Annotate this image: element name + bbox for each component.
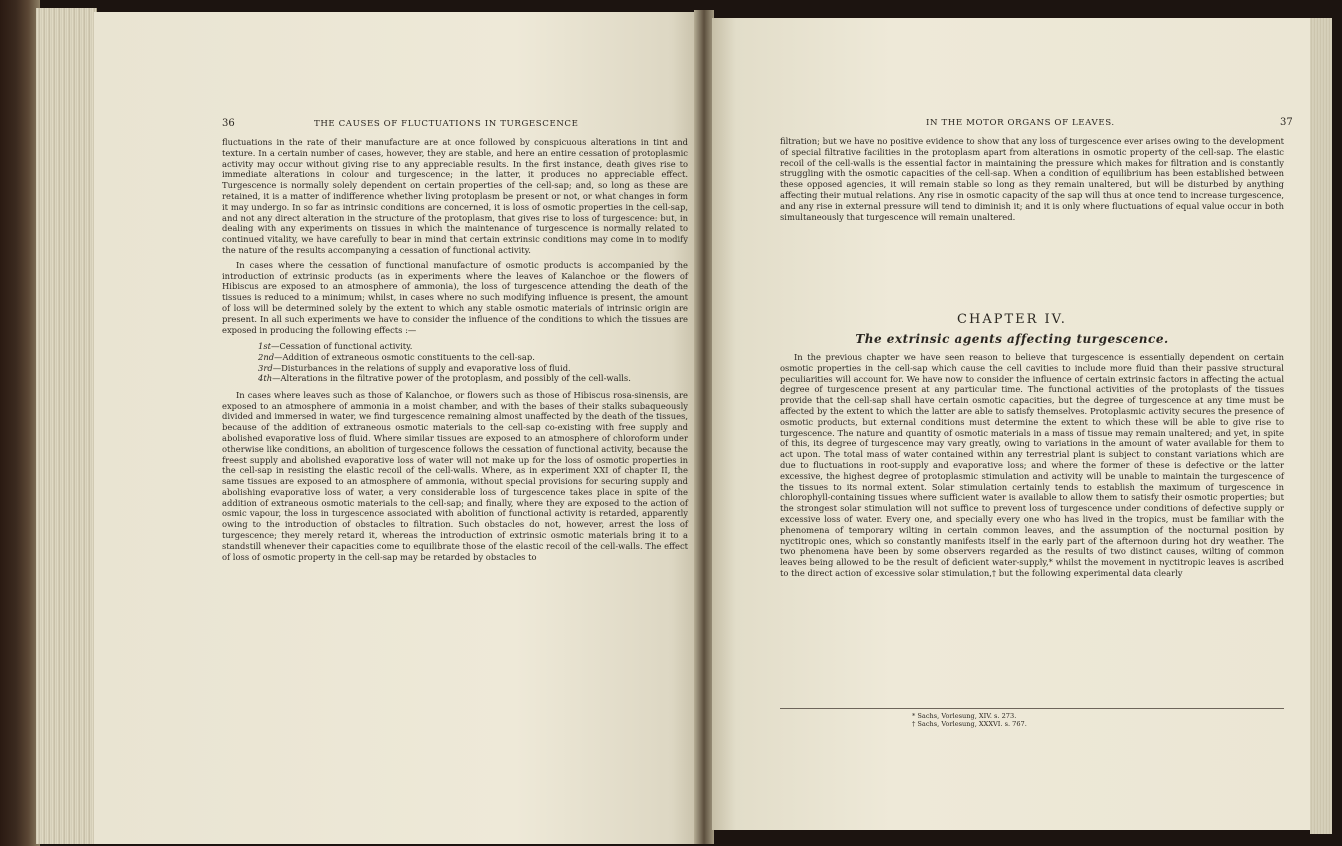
page-number-left: 36	[222, 118, 235, 129]
paragraph: fluctuations in the rate of their manufacture are at once followed by conspicuous alterations in tint and texture. In a certain number of cases, however, they are stable, and here an entire cessation of protoplasmic activity may occur without giving rise to any appreciable results. In the first instance, death gives rise to immediate alterations in colour and turgescence; in the latter, it produces no appreciable effect. Turgescence is normally solely dependent on certain properties of the cell-sap; and, so long as these are retained, it is a matter of indifference whether living protoplasm be present or not, or what changes in form it may undergo. In so far as intrinsic conditions are concerned, it is loss of osmotic properties in the cell-sap, and not any direct alteration in the structure of the protoplasm, that gives rise to loss of turgescence: but, in dealing with any experiments on tissues in which the maintenance of turgescence is normally related to continued vitality, we have carefully to bear in mind that certain extrinsic conditions may come in to modify the nature of the results accompanying a cessation of functional activity.	[222, 137, 688, 255]
chapter-body	[780, 352, 1284, 579]
paragraph: In cases where the cessation of functional manufacture of osmotic products is accompanied by the introduction of extrinsic products (as in experiments where the leaves of Kalanchoe or the flowers of Hibiscus are exposed to an atmosphere of ammonia), the loss of turgescence attending the death of the tissues is reduced to a minimum; whilst, in cases where no such modifying influence is present, the amount of loss will be determined solely by the extent to which any stable osmotic materials of intrinsic origin are present. In all such experiments we have to consider the influence of the conditions to which the tissues are exposed in producing the following effects :—	[222, 259, 688, 335]
list-item	[258, 341, 688, 352]
left-page-body	[222, 137, 688, 562]
list-item	[258, 352, 688, 363]
list-ordinal: 1st	[258, 341, 271, 352]
list-ordinal: 2nd	[258, 351, 275, 362]
chapter-subtitle: The extrinsic agents affecting turgescence.	[855, 332, 1169, 346]
list-text: —Cessation of functional activity.	[271, 341, 413, 352]
right-page-opening	[780, 136, 1284, 222]
list-text: —Addition of extraneous osmotic constituents to the cell-sap.	[274, 351, 535, 362]
chapter-title: CHAPTER IV.	[957, 312, 1067, 327]
book-cover-edge	[0, 0, 40, 846]
list-ordinal: 4th	[258, 373, 273, 384]
list-item	[258, 363, 688, 374]
page-number-right: 37	[1280, 117, 1293, 128]
right-page	[712, 18, 1312, 830]
paragraph: In the previous chapter we have seen reason to believe that turgescence is essentially dependent on certain osmotic properties in the cell-sap which cause the cell cavities to include more fluid than their passive structural peculiarities will account for. We have now to consider the influence of certain extrinsic factors in affecting the actual degree of turgescence present at any particular time. The functional activities of the protoplasts of the tissues provide that the cell-sap shall have certain osmotic capacities, but the degree of turgescence at any time must be affected by the extent to which the latter are able to satisfy themselves. Protoplasmic activity secures the presence of osmotic products, but external conditions must determine the extent to which these will be able to give rise to turgescence. The nature and quantity of osmotic materials in a mass of tissue may remain unaltered; and yet, in spite of this, its degree of turgescence may vary greatly, owing to variations in the amount of water available for them to act upon. The total mass of water contained within any terrestrial plant is subject to constant variations which are due to fluctuations in root-supply and evaporative loss; and where the former of these is defective or the latter excessive, the highest degree of protoplasmic stimulation and activity will be unable to maintain the turgescence of the tissues to its normal extent. Solar stimulation certainly tends to establish the maximum of turgescence in chlorophyll-containing tissues where sufficient water is available to allow them to satisfy their osmotic properties; but the strongest solar stimulation will not suffice to prevent loss of turgescence under conditions of defective supply or excessive loss of water. Every one, and specially every one who has lived in the tropics, must be familiar with the phenomena of temporary wilting in certain common leaves, and the assumption of the nocturnal position by nyctitropic ones, which so constantly manifests itself in the early part of the afternoon during hot dry weather. The two phenomena have been by some observers regarded as the results of two distinct causes, wilting of common leaves being allowed to be the result of deficient water-supply,* whilst the movement in nyctitropic leaves is ascribed to the direct action of excessive solar stimulation,† but the following experimental data clearly	[780, 352, 1284, 578]
footnote: * Sachs, Vorlesung, XIV. s. 273.	[912, 712, 1017, 720]
book-gutter	[694, 10, 714, 844]
page-stack-left	[36, 8, 97, 844]
footnote-rule	[780, 708, 1284, 709]
footnote: † Sachs, Vorlesung, XXXVI. s. 767.	[912, 720, 1027, 728]
list-item	[258, 373, 688, 384]
page-stack-right	[1310, 18, 1332, 834]
paragraph: filtration; but we have no positive evidence to show that any loss of turgescence ever arises owing to the development of special filtrative facilities in the protoplasm apart from alterations in osmotic property of the cell-sap. The elastic recoil of the cell-walls is the essential factor in maintaining the pressure which makes for filtration and is constantly struggling with the osmotic capacities of the cell-sap. When a condition of equilibrium has been established between these opposed agencies, it will remain stable so long as they remain unaltered, but will be disturbed by anything affecting their mutual relations. Any rise in osmotic capacity of the sap will thus at once tend to increase turgescence, and any rise in external pressure will tend to diminish it; and it is only where fluctuations of equal value occur in both simultaneously that turgescence will remain unaltered.	[780, 136, 1284, 222]
list-text: —Disturbances in the relations of supply and evaporative loss of fluid.	[272, 362, 571, 373]
list-text: —Alterations in the filtrative power of the protoplasm, and possibly of the cell-walls.	[272, 373, 631, 384]
effects-list	[258, 341, 688, 383]
paragraph: In cases where leaves such as those of Kalanchoe, or flowers such as those of Hibiscus rosa-sinensis, are exposed to an atmosphere of ammonia in a moist chamber, and with the bases of their stalks subaqueously divided and immersed in water, we find turgescence remaining almost unaffected by the death of the tissues, because of the addition of extraneous osmotic materials to the cell-sap co-existing with free supply and abolished evaporative loss of fluid. Where similar tissues are exposed to an atmosphere of chloroform under otherwise like conditions, an abolition of turgescence follows the cessation of functional activity, because the freest supply and abolished evaporative loss of water will not make up for the loss of osmotic properties in the cell-sap in resisting the elastic recoil of the cell-walls. Where, as in experiment XXI of chapter II, the same tissues are exposed to an atmosphere of ammonia, without special provisions for securing supply and abolishing evaporative loss of water, a very considerable loss of turgescence takes place in spite of the addition of extraneous osmotic materials to the cell-sap; and finally, where they are exposed to the action of osmic vapour, the loss in turgescence associated with abolition of functional activity is retarded, apparently owing to the introduction of obstacles to filtration. Such obstacles do not, however, arrest the loss of turgescence; they merely retard it, whereas the introduction of extrinsic osmotic materials bring it to a standstill whenever their capacities come to equilibrate those of the elastic recoil of the cell-walls. The effect of loss of osmotic property in the cell-sap may be retarded by obstacles to	[222, 389, 688, 562]
left-page	[94, 12, 696, 844]
footnotes	[912, 712, 1212, 728]
list-ordinal: 3rd	[258, 362, 273, 373]
running-head-left: THE CAUSES OF FLUCTUATIONS IN TURGESCENCE	[314, 119, 579, 129]
running-head-right: IN THE MOTOR ORGANS OF LEAVES.	[926, 118, 1115, 128]
